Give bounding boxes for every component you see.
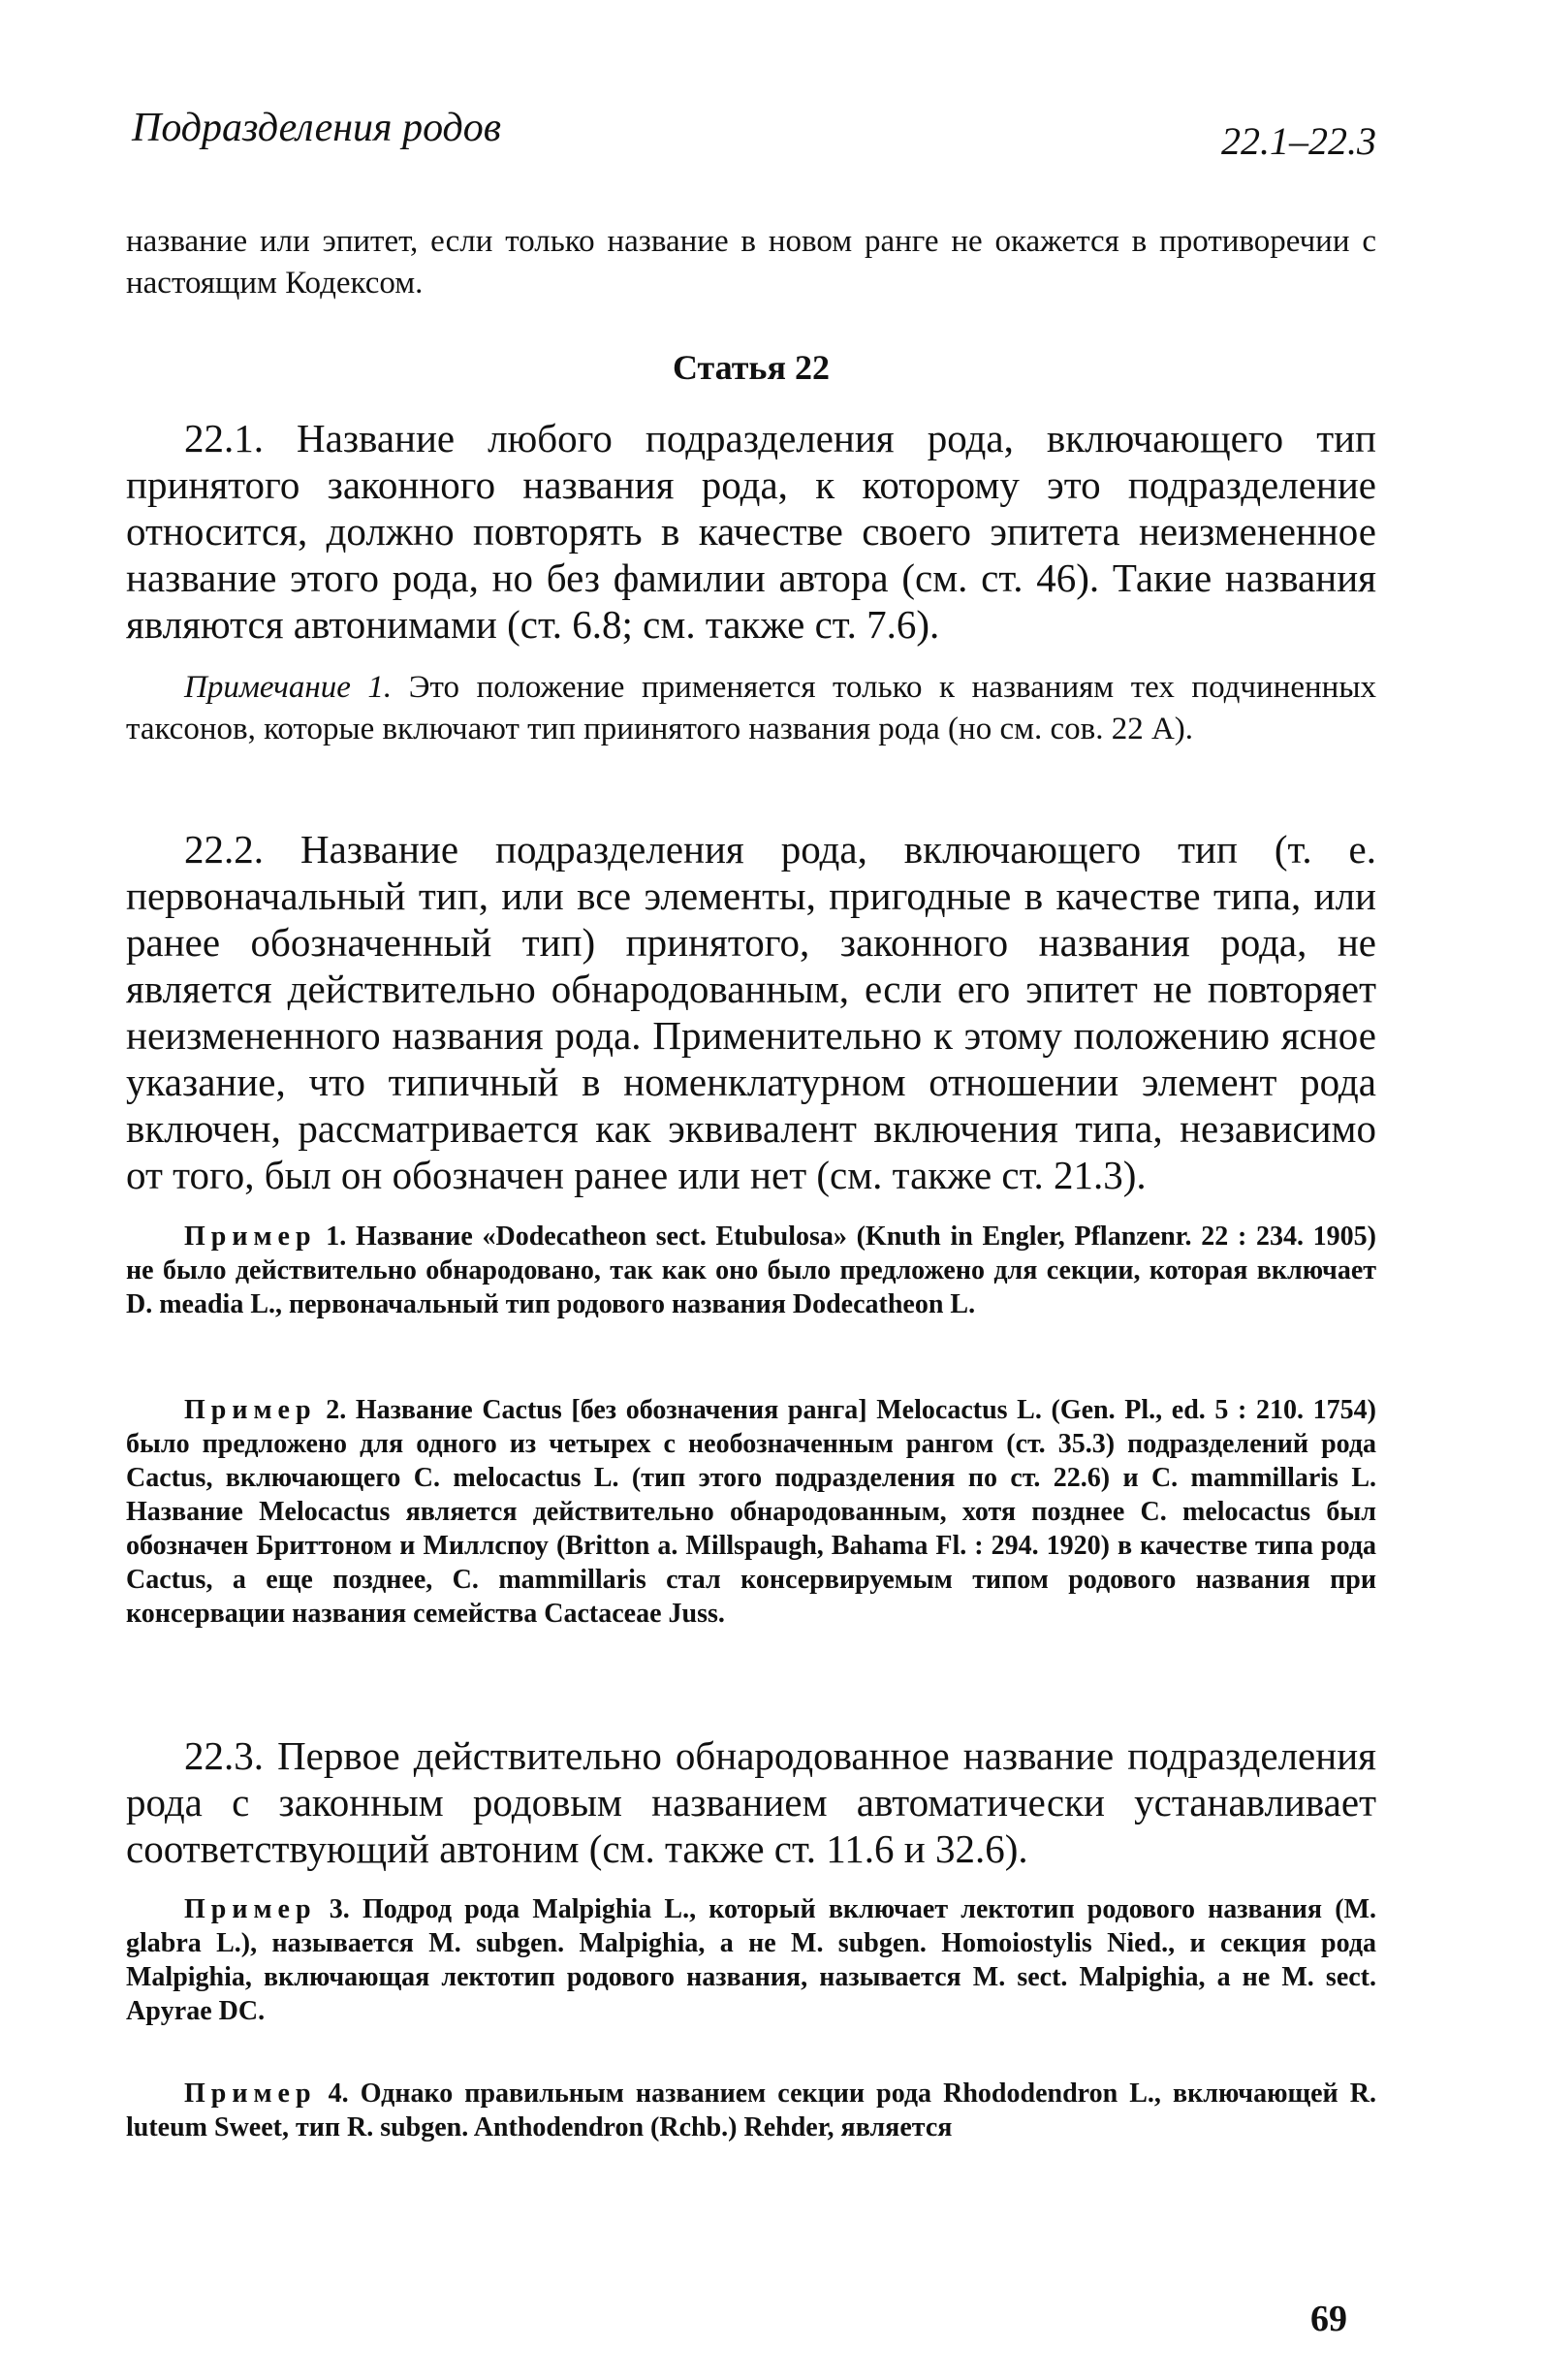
note-text: Это положение применяется только к названиям тех подчиненных таксонов, которые включают тип приинятого названия рода (но см. сов. 22 А). (126, 670, 1376, 746)
note-1 (126, 667, 1376, 750)
page (126, 0, 1376, 2380)
paragraph-22-3: 22.3. Первое действительно обнародованное название подразделения рода с законным родовым названием автоматически устанавливает соответствующий автоним (см. также ст. 11.6 и 32.6). (126, 1733, 1376, 1871)
example-text: 1. Название «Dodecatheon sect. Etubulosa» (Knuth in Engler, Pflanzenr. 22 : 234. 1905) не было действительно обнародовано, так как оно было предложено для секции, которая включает D. meadia L., первоначальный тип родового названия Dodecatheon L. (126, 1222, 1376, 1319)
example-label: Пример (184, 1894, 317, 1924)
example-3 (126, 1892, 1376, 2028)
article-range: 22.1–22.3 (1221, 119, 1376, 163)
running-header (132, 105, 1376, 163)
page-number: 69 (1310, 2299, 1347, 2339)
example-label: Пример (184, 1222, 317, 1252)
example-label: Пример (184, 2079, 317, 2109)
example-1 (126, 1220, 1376, 1321)
note-label: Примечание 1. (184, 670, 393, 705)
paragraph-22-2: 22.2. Название подразделения рода, включающего тип (т. е. первоначальный тип, или все элементы, пригодные в качестве типа, или ранее обозначенный тип) принятого, законного названия рода, не является действительно обнародованным, если его эпитет не повторяет неизмененного названия рода. Применительно к этому положению ясное указание, что типичный в номенклатурном отношении элемент рода включен, рассматривается как эквивалент включения типа, независимо от того, был он обозначен ранее или нет (см. также ст. 21.3). (126, 827, 1376, 1197)
article-heading: Статья 22 (673, 348, 830, 387)
example-text: 3. Подрод рода Malpighia L., который включает лектотип родового названия (M. glabra L.), называется M. subgen. Malpighia, а не M. subgen. Homoiostylis Nied., и секция рода Malpighia, включающая лектотип родового названия, называется M. sect. Malpighia, а не M. sect. Apyrae DC. (126, 1894, 1376, 2026)
example-2 (126, 1393, 1376, 1631)
example-text: 4. Однако правильным названием секции рода Rhododendron L., включающей R. luteum Sweet, тип R. subgen. Anthodendron (Rchb.) Rehder, является (126, 2079, 1376, 2142)
running-title: Подразделения родов (132, 106, 501, 150)
intro-paragraph: название или эпитет, если только название в новом ранге не окажется в противоречии с настоящим Кодексом. (126, 224, 1376, 301)
example-text: 2. Название Cactus [без обозначения ранга] Melocactus L. (Gen. Pl., ed. 5 : 210. 1754) было предложено для одного из четырех с необозначенным рангом (ст. 35.3) подразделений рода Cactus, включающего C. melocactus L. (тип этого подразделения по ст. 22.6) и C. mammillaris L. Название Melocactus является действительно обнародованным, хотя позднее C. melocactus был обозначен Бриттоном и Миллспоу (Britton a. Millspaugh, Bahama Fl. : 294. 1920) в качестве типа рода Cactus, а еще позднее, C. mammillaris стал консервируемым типом родового названия при консервации названия семейства Cactaceae Juss. (126, 1395, 1376, 1629)
example-label: Пример (184, 1395, 317, 1425)
example-4 (126, 2077, 1376, 2144)
paragraph-22-1: 22.1. Название любого подразделения рода, включающего тип принятого законного названия рода, к которому это подразделение относится, должно повторять в качестве своего эпитета неизмененное название этого рода, но без фамилии автора (см. ст. 46). Такие названия являются автонимами (ст. 6.8; см. также ст. 7.6). (126, 416, 1376, 647)
